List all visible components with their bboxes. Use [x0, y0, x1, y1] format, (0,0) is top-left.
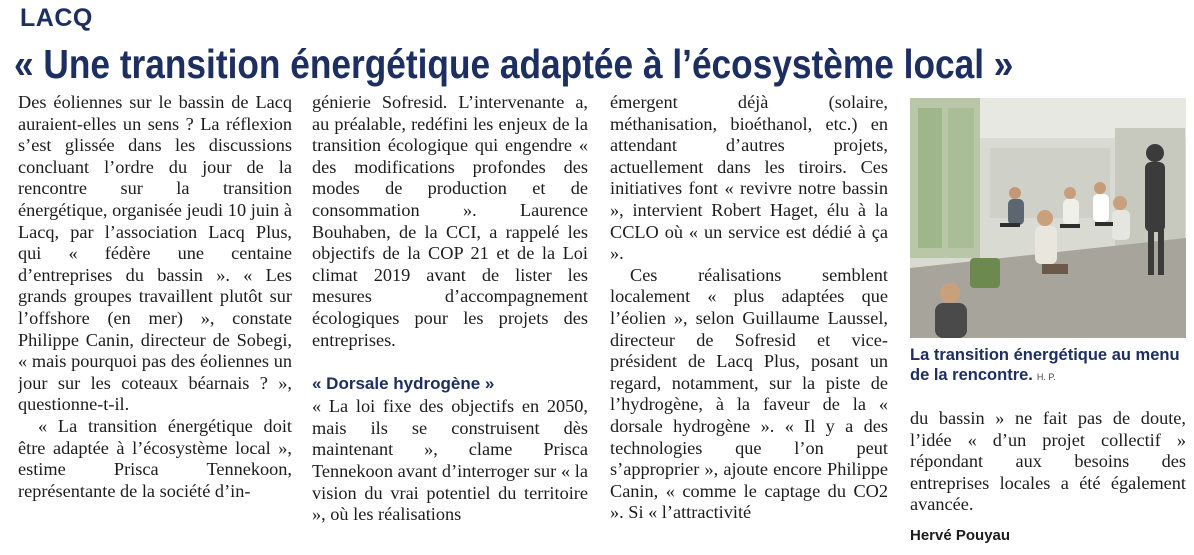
photo-caption-text: La transition énergétique au menu de la rencontre.	[910, 346, 1180, 384]
paragraph: Ces réalisations semblent localement « plus adaptées que l’éolien », selon Guillaume Laussel, directeur de Sofresid et vice-président de Lacq Plus, posant un regard, notamment, sur la piste de l’hydrogène, à la faveur de la « dorsale hydrogène ». « Il y a des technologies que l’on peut s’approprier », ajoute encore Philippe Canin, « comme le captage du CO2 ». Si « l’attractivité	[610, 264, 888, 523]
article-column-4	[910, 408, 1186, 532]
article-headline: « Une transition énergétique adaptée à l’écosystème local »	[14, 41, 1014, 87]
section-kicker: LACQ	[20, 4, 93, 32]
photo-credit: H. P.	[1036, 372, 1056, 382]
article-column-3	[610, 92, 888, 552]
article-column-1	[18, 92, 292, 552]
paragraph: Des éoliennes sur le bassin de Lacq auraient-elles un sens ? La réflexion s’est glissée dans les discussions concluant l’ordre du jour de la rencontre sur la transition énergétique, organisée jeudi 10 juin à Lacq, par l’association Lacq Plus, qui « fédère une centaine d’entreprises du bassin ». « Les grands groupes travaillent plutôt sur l’offshore (en mer) », constate Philippe Canin, directeur de Sobegi, « mais pourquoi pas des éoliennes un jour sur les coteaux béarnais ? », questionne-t-il.	[18, 92, 292, 415]
paragraph: du bassin » ne fait pas de doute, l’idée « d’un projet collectif » répondant aux besoins des entreprises locales a été également avancée.	[910, 408, 1186, 515]
author-signature: Hervé Pouyau	[910, 527, 1011, 544]
article-column-2	[312, 92, 588, 552]
paragraph: génierie Sofresid. L’intervenante a, au préalable, redéfini les enjeux de la transition écologique qui engendre « des modifications profondes des modes de production et de consommation ». Laurence Bouhaben, de la CCI, a rappelé les objectifs de la COP 21 et de la Loi climat 2019 avant de lister les mesures d’accompagnement écologiques pour les projets des entreprises.	[312, 92, 588, 350]
photo-caption	[910, 345, 1190, 387]
paragraph: « La loi fixe des objectifs en 2050, mais ils se construisent dès maintenant », clame Prisca Tennekoon avant d’interroger sur « la vision du vrai potentiel du territoire », où les réalisations	[312, 396, 588, 525]
paragraph: émergent déjà (solaire, méthanisation, bioéthanol, etc.) en attendant d’autres projets, actuellement dans les tiroirs. Ces initiatives font « revivre notre bassin », intervient Robert Haget, élu à la CCLO où « un service est dédié à ça ».	[610, 92, 888, 264]
meeting-photo	[910, 98, 1186, 338]
meeting-room-illustration	[910, 98, 1186, 338]
paragraph: « La transition énergétique doit être adaptée à l’écosystème local », estime Prisca Tennekoon, représentante de la société d’in-	[18, 415, 292, 501]
article-subheading: « Dorsale hydrogène »	[312, 374, 495, 394]
